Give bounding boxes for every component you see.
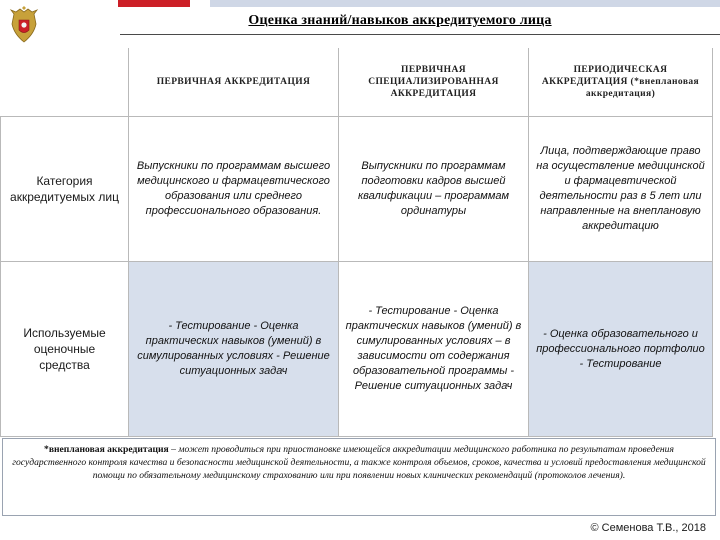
page-title: Оценка знаний/навыков аккредитуемого лица xyxy=(248,13,552,28)
cell-category-primary: Выпускники по программам высшего медицинского и фармацевтического образования или среднего профессионального образования. xyxy=(129,117,339,262)
cell-tools-specialized: - Тестирование - Оценка практических навыков (умений) в симулированных условиях – в зависимости от содержания образовательной программы - Решение ситуационных задач xyxy=(339,262,529,437)
header-red-bar xyxy=(118,0,190,7)
row-label-tools: Используемые оценочные средства xyxy=(1,262,129,437)
coat-of-arms-icon xyxy=(8,6,40,46)
column-header-primary-specialized: ПЕРВИЧНАЯ СПЕЦИАЛИЗИРОВАННАЯ АККРЕДИТАЦИЯ xyxy=(339,48,529,117)
column-header-periodic: ПЕРИОДИЧЕСКАЯ АККРЕДИТАЦИЯ (*внеплановая аккредитация) xyxy=(529,48,713,117)
title-divider xyxy=(120,34,720,35)
cell-category-periodic: Лица, подтверждающие право на осуществление медицинской и фармацевтической деятельности раз в 5 лет или направленные на внеплановую аккредитацию xyxy=(529,117,713,262)
column-header-primary: ПЕРВИЧНАЯ АККРЕДИТАЦИЯ xyxy=(129,48,339,117)
table-row xyxy=(1,117,713,262)
cell-tools-periodic: - Оценка образовательного и профессионального портфолио - Тестирование xyxy=(529,262,713,437)
cell-tools-primary: - Тестирование - Оценка практических навыков (умений) в симулированных условиях - Решение ситуационных задач xyxy=(129,262,339,437)
header-blue-bar xyxy=(210,0,720,7)
table-corner xyxy=(1,48,129,117)
table-row xyxy=(1,262,713,437)
footnote-text: – может проводиться при приостановке имеющейся аккредитации медицинского работника по результатам проведения государственного контроля качества и безопасности медицинской деятельности, а также контроля объемов, сроков, качества и условий предоставления медицинской помощи по обязательному медицинскому страхованию или при появлении новых клинических рекомендаций (протоколов лечения). xyxy=(12,444,706,481)
accreditation-table xyxy=(0,48,713,437)
copyright: © Семенова Т.В., 2018 xyxy=(590,522,706,534)
footnote-box xyxy=(2,438,716,516)
row-label-category: Категория аккредитуемых лиц xyxy=(1,117,129,262)
cell-category-specialized: Выпускники по программам подготовки кадров высшей квалификации – программам ординатуры xyxy=(339,117,529,262)
footnote-lead: *внеплановая аккредитация xyxy=(44,444,169,455)
